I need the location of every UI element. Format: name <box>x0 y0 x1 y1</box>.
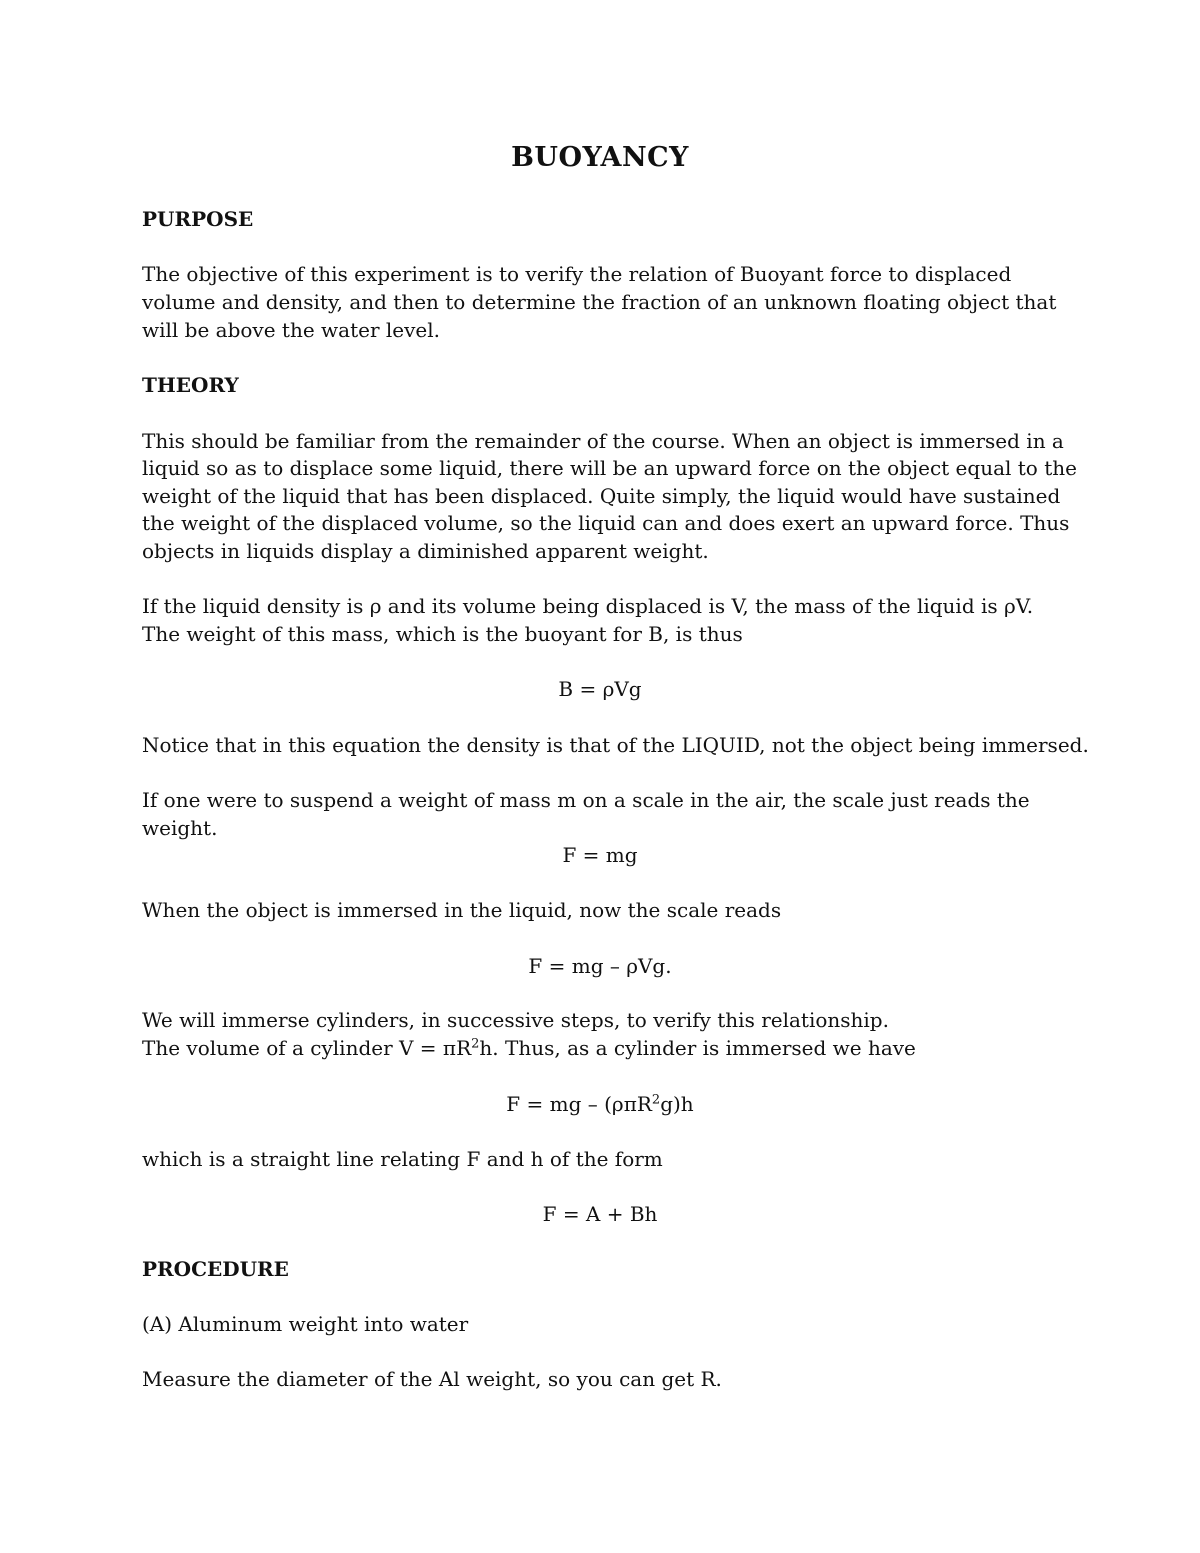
equation-linear-form: F = A + Bh <box>542 1202 658 1226</box>
purpose-line: volume and density, and then to determine the fraction of an unknown floating object that <box>142 290 1057 314</box>
notice-line: Notice that in this equation the density is that of the LIQUID, not the object being immersed. <box>142 733 1089 757</box>
cylinder-volume-line <box>142 1036 916 1060</box>
purpose-line: The objective of this experiment is to verify the relation of Buoyant force to displaced <box>142 262 1012 286</box>
superscript: 2 <box>471 1036 480 1052</box>
cylinders-line: We will immerse cylinders, in successive steps, to verify this relationship. <box>142 1008 889 1032</box>
immersed-line: When the object is immersed in the liquid, now the scale reads <box>142 898 782 922</box>
page-title: BUOYANCY <box>511 142 689 173</box>
straight-line-text: which is a straight line relating F and h of the form <box>142 1147 663 1171</box>
procedure-line: Measure the diameter of the Al weight, so you can get R. <box>142 1367 722 1391</box>
equation-part: g)h <box>660 1092 694 1116</box>
superscript: 2 <box>651 1092 661 1108</box>
suspend-line: weight. <box>142 816 218 840</box>
equation-buoyant-force: B = ρVg <box>558 677 642 701</box>
theory-line: liquid so as to displace some liquid, there will be an upward force on the object equal to the <box>142 456 1077 480</box>
procedure-subheading: (A) Aluminum weight into water <box>142 1312 469 1336</box>
procedure-heading: PROCEDURE <box>142 1257 289 1281</box>
equation-cylinder-force <box>0 1092 1200 1116</box>
theory-line: the weight of the displaced volume, so the liquid can and does exert an upward force. Thus <box>142 511 1070 535</box>
density-line: If the liquid density is ρ and its volume being displaced is V, the mass of the liquid is ρV. <box>142 594 1034 618</box>
equation-weight: F = mg <box>562 843 638 867</box>
equation-part: F = mg – (ρπR <box>506 1092 652 1116</box>
theory-line: weight of the liquid that has been displaced. Quite simply, the liquid would have sustained <box>142 484 1061 508</box>
theory-heading: THEORY <box>142 373 239 397</box>
equation-scale-reading: F = mg – ρVg. <box>528 954 672 978</box>
cylinder-volume-text: h. Thus, as a cylinder is immersed we have <box>479 1036 916 1060</box>
theory-line: objects in liquids display a diminished apparent weight. <box>142 539 709 563</box>
purpose-line: will be above the water level. <box>142 318 440 342</box>
purpose-heading: PURPOSE <box>142 207 254 231</box>
cylinder-volume-text: The volume of a cylinder V = πR <box>142 1036 472 1060</box>
theory-line: This should be familiar from the remainder of the course. When an object is immersed in a <box>142 429 1064 453</box>
suspend-line: If one were to suspend a weight of mass m on a scale in the air, the scale just reads the <box>142 788 1030 812</box>
density-line: The weight of this mass, which is the buoyant for B, is thus <box>142 622 743 646</box>
